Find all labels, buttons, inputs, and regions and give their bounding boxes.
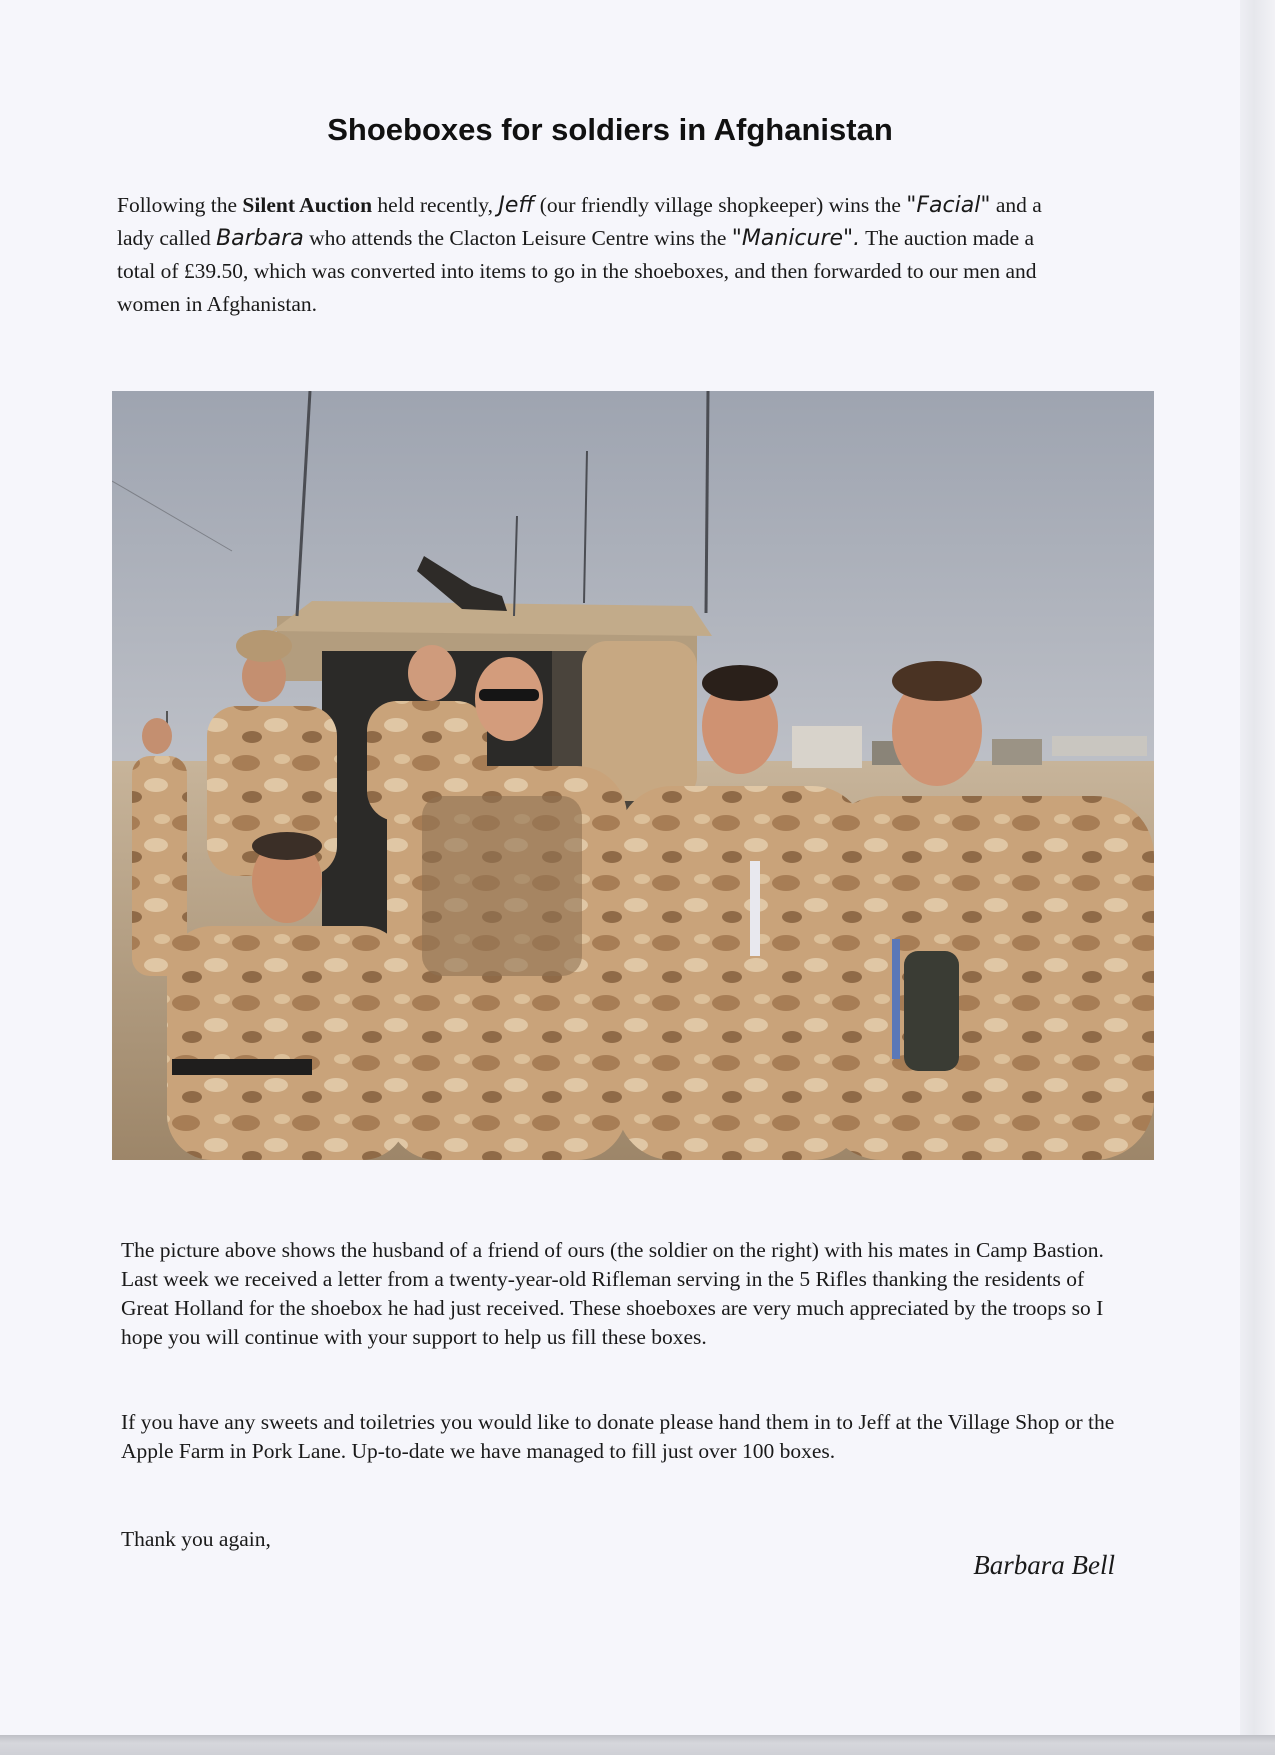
donation-paragraph: If you have any sweets and toiletries you would like to donate please hand them in to Jeff at the Village Shop or the Apple Farm in Pork Lane. Up-to-date we have managed to fill just over 100 boxes. (121, 1410, 1115, 1463)
intro-text: who attends the Clacton Leisure Centre wins the (303, 226, 732, 250)
intro-text: held recently, (372, 193, 499, 217)
scan-edge-bottom (0, 1735, 1275, 1755)
closing-line: Thank you again, (121, 1527, 271, 1551)
prize-name: "Manicure". (731, 226, 861, 251)
prize-name: "Facial" (906, 193, 991, 218)
winner-name: Barbara (216, 226, 304, 251)
page-title: Shoeboxes for soldiers in Afghanistan (327, 112, 893, 147)
signature: Barbara Bell (973, 1550, 1115, 1580)
intro-text: (our friendly village shopkeeper) wins the (534, 193, 907, 217)
intro-text: and a lady called (117, 193, 1042, 250)
auction-name: Silent Auction (242, 193, 373, 217)
winner-name: Jeff (498, 193, 535, 218)
body-paragraph: The picture above shows the husband of a friend of ours (the soldier on the right) with his mates in Camp Bastion. Last week we received a letter from a twenty-year-old Rifleman serving in the 5 Rifles thanking the residents of Great Holland for the shoebox he had just received. These shoeboxes are very much appreciated by the troops so I hope you will continue with your support to help us fill these boxes. (121, 1238, 1104, 1349)
intro-text: The auction made a total of £39.50, which was converted into items to go in the shoeboxes, and then forwarded to our men and women in Afghanistan. (117, 226, 1037, 316)
intro-paragraph (117, 189, 1077, 321)
soldiers-photo (112, 391, 1154, 1160)
scan-edge-right (1240, 0, 1275, 1755)
intro-text: Following the (117, 193, 243, 217)
